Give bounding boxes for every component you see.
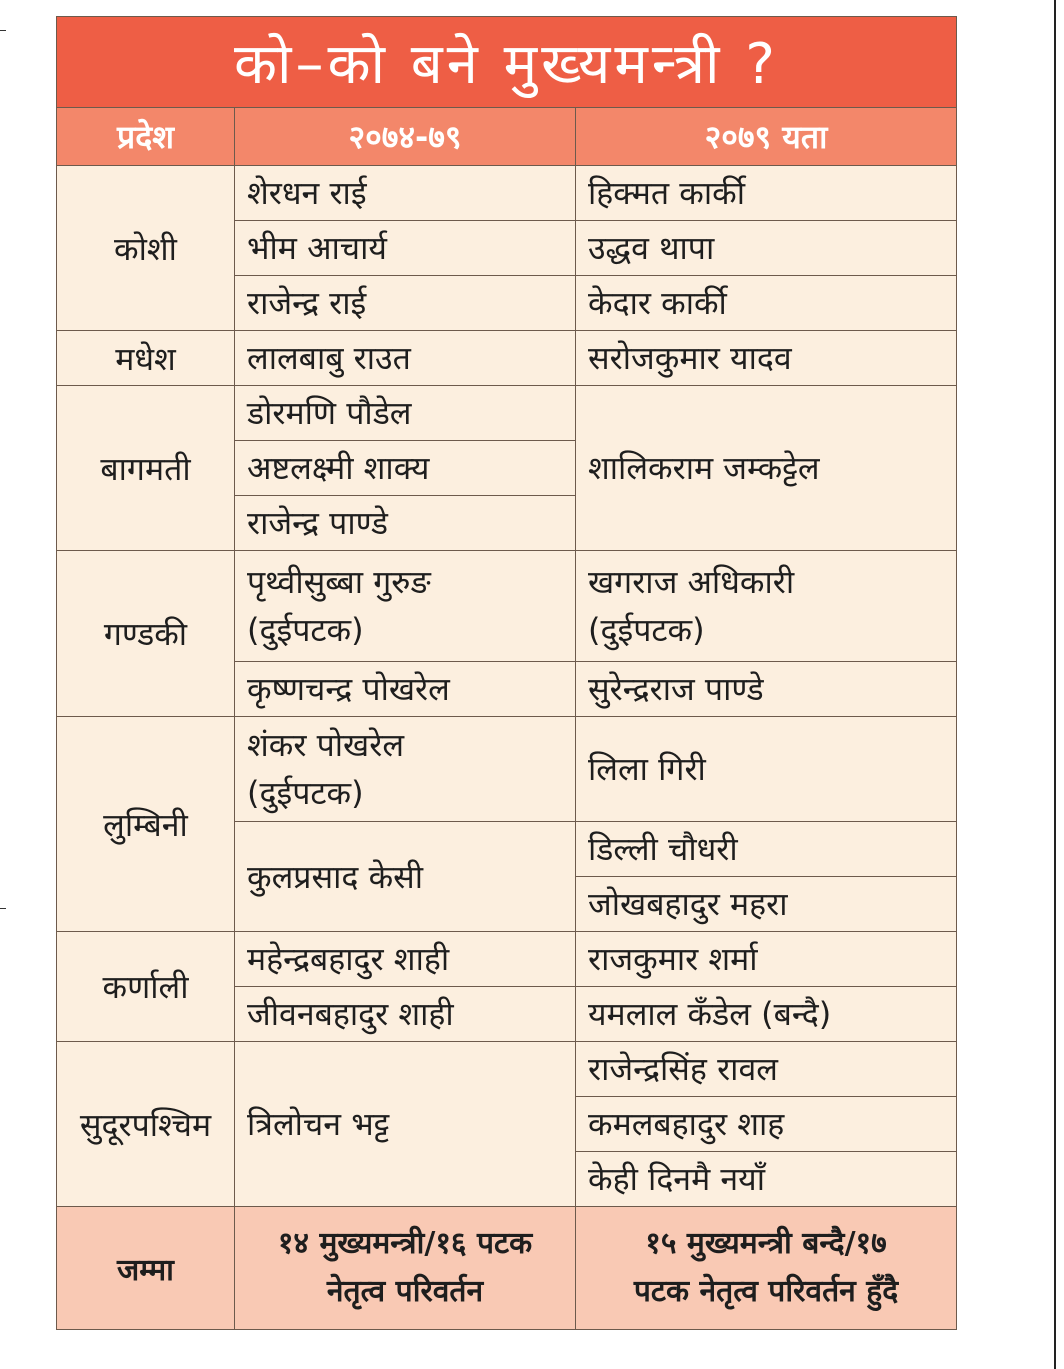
header-2079-onward: २०७९ यता <box>576 108 957 166</box>
province-gandaki: गण्डकी <box>57 551 235 717</box>
cm-cell: जोखबहादुर महरा <box>576 877 957 932</box>
cm-cell: यमलाल कँडेल (बन्दै) <box>576 987 957 1042</box>
cm-cell: सरोजकुमार यादव <box>576 331 957 386</box>
province-koshi: कोशी <box>57 166 235 331</box>
province-madhesh: मधेश <box>57 331 235 386</box>
cm-cell: जीवनबहादुर शाही <box>235 987 576 1042</box>
total-2079-onward: १५ मुख्यमन्त्री बन्दै/१७ पटक नेतृत्व परिवर्तन हुँदै <box>576 1207 957 1330</box>
cm-cell: लिला गिरी <box>576 717 957 822</box>
cm-cell: कृष्णचन्द्र पोखरेल <box>235 662 576 717</box>
cm-cell: केही दिनमै नयाँ <box>576 1152 957 1207</box>
total-label: जम्मा <box>57 1207 235 1330</box>
cm-cell: कमलबहादुर शाह <box>576 1097 957 1152</box>
header-province: प्रदेश <box>57 108 235 166</box>
cm-cell: उद्धव थापा <box>576 221 957 276</box>
cm-cell: शालिकराम जम्कट्टेल <box>576 386 957 551</box>
cm-cell: महेन्द्रबहादुर शाही <box>235 932 576 987</box>
page-title: को–को बने मुख्यमन्त्री ? <box>57 17 957 108</box>
table-row <box>57 717 957 822</box>
cm-cell: पृथ्वीसुब्बा गुरुङ (दुईपटक) <box>235 551 576 662</box>
cm-cell: हिक्मत कार्की <box>576 166 957 221</box>
header-2074-79: २०७४-७९ <box>235 108 576 166</box>
table-row <box>57 331 957 386</box>
title-row <box>57 17 957 108</box>
province-sudurpashchim: सुदूरपश्चिम <box>57 1042 235 1207</box>
province-karnali: कर्णाली <box>57 932 235 1042</box>
cm-cell: लालबाबु राउत <box>235 331 576 386</box>
cm-cell: डिल्ली चौधरी <box>576 822 957 877</box>
cm-cell: शेरधन राई <box>235 166 576 221</box>
right-border-line <box>1054 0 1056 1369</box>
cm-cell: कुलप्रसाद केसी <box>235 822 576 932</box>
cm-cell: राजकुमार शर्मा <box>576 932 957 987</box>
cm-cell: सुरेन्द्रराज पाण्डे <box>576 662 957 717</box>
table-row <box>57 932 957 987</box>
cm-cell: राजेन्द्र पाण्डे <box>235 496 576 551</box>
total-2074-79: १४ मुख्यमन्त्री/१६ पटक नेतृत्व परिवर्तन <box>235 1207 576 1330</box>
cm-cell: राजेन्द्रसिंह रावल <box>576 1042 957 1097</box>
cm-cell: खगराज अधिकारी (दुईपटक) <box>576 551 957 662</box>
chief-ministers-table <box>56 16 957 1330</box>
cm-cell: शंकर पोखरेल (दुईपटक) <box>235 717 576 822</box>
cm-cell: डोरमणि पौडेल <box>235 386 576 441</box>
header-row <box>57 108 957 166</box>
cm-cell: अष्टलक्ष्मी शाक्य <box>235 441 576 496</box>
cm-cell: केदार कार्की <box>576 276 957 331</box>
table-row <box>57 166 957 221</box>
table-row <box>57 386 957 441</box>
edge-tick <box>0 30 6 31</box>
table-row <box>57 1042 957 1097</box>
edge-tick <box>0 908 6 909</box>
total-row <box>57 1207 957 1330</box>
cm-cell: भीम आचार्य <box>235 221 576 276</box>
cm-cell: राजेन्द्र राई <box>235 276 576 331</box>
province-lumbini: लुम्बिनी <box>57 717 235 932</box>
province-bagmati: बागमती <box>57 386 235 551</box>
table-row <box>57 551 957 662</box>
cm-cell: त्रिलोचन भट्ट <box>235 1042 576 1207</box>
